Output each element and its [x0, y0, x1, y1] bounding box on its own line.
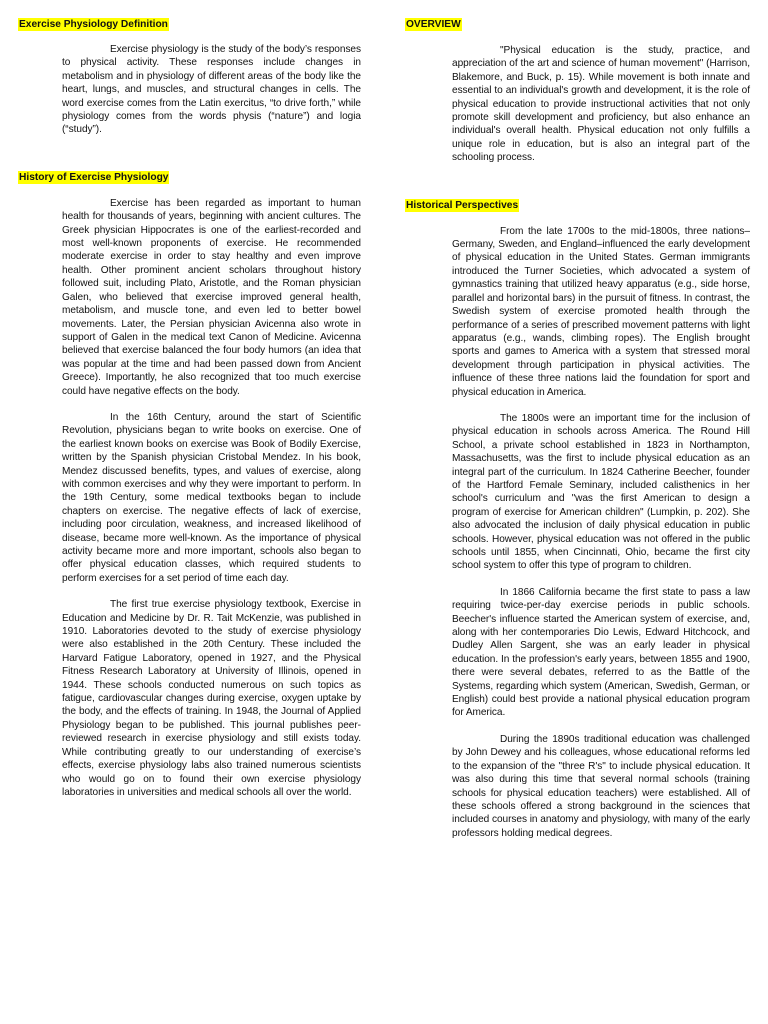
- section-heading-exercise-physiology-definition: Exercise Physiology Definition: [19, 19, 168, 30]
- paragraph: "Physical education is the study, practice, and appreciation of the art and science of human movement" (Harrison, Blakemore, and Buck, p. 15). While movement is both innate and essential to an individual's growth and development, it is the role of physical education to provide instructional activities that not only promote skill development and proficiency, but also enhance an individual's overall health. Physical education not only fulfills a unique role in education, but is also an integral part of the schooling process.: [452, 45, 750, 164]
- paragraph: The first true exercise physiology textbook, Exercise in Education and Medicine by Dr. R. Tait McKenzie, was published in 1910. Laboratories devoted to the study of exercise physiology were also established in the 20th Century. These included the Harvard Fatigue Laboratory, opened in 1927, and the Physical Fitness Research Laboratory at University of Illinois, opened in 1944. These schools conducted numerous on such topics as fatigue, cardiovascular changes during exercise, oxygen uptake by the body, and the effects of training. In 1948, the Journal of Applied Physiology began to be published. This journal publishes peer-reviewed research in exercise physiology and still exists today. While contributing greatly to our understanding of exercise’s effects, exercise physiology labs also trained numerous scientists who would go on to found their own exercise physiology laboratories in universities and medical schools all over the world.: [62, 599, 361, 798]
- section-heading-history-of-exercise-physiology: History of Exercise Physiology: [19, 171, 169, 183]
- section-heading-historical-perspectives: Historical Perspectives: [406, 199, 519, 211]
- section-heading-overview: OVERVIEW: [406, 19, 461, 30]
- paragraph: In the 16th Century, around the start of Scientific Revolution, physicians began to write books on exercise. One of the earliest known books on exercise was Book of Bodily Exercise, written by the Spanish physician Cristobal Mendez. In his book, Mendez discussed benefits, types, and values of exercise, along with common exercises and why they were important to perform. In the 19th Century, some medical textbooks began to include chapters on exercise. The negative effects of lack of exercise, including poor circulation, weakness, and increased likelihood of disease, became more well-known. As the importance of physical activity became more and more important, schools also began to offer physical education classes, which required students to perform exercises for a set period of time each day.: [62, 411, 361, 584]
- paragraph: During the 1890s traditional education was challenged by John Dewey and his colleagues, whose educational reforms led to the expansion of the "three R's" to include physical education. It was also during this time that several normal schools (training schools for physical education teachers) were established. All of these schools offered a strong background in the sciences that included courses in anatomy and physiology, with many of the early professors holding medical degrees.: [452, 733, 750, 839]
- right-column: [405, 14, 750, 840]
- paragraph: Exercise physiology is the study of the body’s responses to physical activity. These responses include changes in metabolism and in physiology of different areas of the body like the heart, lungs, and muscles, and structural changes in cells. The word exercise comes from the Latin exercitus, “to drive forth,” while physiology comes from the words physis (“nature”) and logia (“study”).: [62, 44, 361, 136]
- left-column: [18, 14, 361, 799]
- paragraph: From the late 1700s to the mid-1800s, three nations–Germany, Sweden, and England–influenced the early development of physical education in the United States. German immigrants introduced the Turner Societies, which advocated a system of gymnastics training that utilized heavy apparatus (e.g., side horse, parallel and horizontal bars) in the pursuit of fitness. In contrast, the Swedish system of exercise promoted health through the performance of a series of prescribed movement patterns with light apparatus (e.g., wands, climbing ropes). The English brought sports and games to America with a system that stressed moral development through participation in physical activities. The influence of these three nations laid the foundation for sport and physical education in America.: [452, 225, 750, 398]
- paragraph: In 1866 California became the first state to pass a law requiring twice-per-day exercise periods in public schools. Beecher's influence started the American system of exercise, and, along with her contemporaries Dio Lewis, Edward Hitchcock, and Dudley Allen Sargent, she was an early leader in physical education. In the profession's early years, between 1855 and 1900, there were several debates, referred to as the Battle of the Systems, regarding which system (American, Swedish, German, or English) could best provide a national physical education program for America.: [452, 586, 750, 719]
- paragraph: The 1800s were an important time for the inclusion of physical education in schools across America. The Round Hill School, a private school established in 1823 in Northampton, Massachusetts, was the first to include physical education as an integral part of the curriculum. In 1824 Catherine Beecher, founder of the Hartford Female Seminary, included calisthenics in her school's curriculum and "was the first American to design a program of exercise for American children" (Lumpkin, p. 202). She also advocated the inclusion of daily physical education in public schools. However, physical education was not offered in the public schools until 1855, when Cincinnati, Ohio, became the first city school system to offer this type of program to children.: [452, 412, 750, 572]
- paragraph: Exercise has been regarded as important to human health for thousands of years, beginning with ancient cultures. The Greek physician Hippocrates is one of the earliest-recorded and most well-known proponents of exercise. He recommended moderate exercise in order to stay healthy and even improve health. Other prominent ancient scholars throughout history followed suit, including Plato, Aristotle, and the Roman physician Galen, who believed that exercise improved general health, metabolism, and muscle tone, and even led to better bowel movements. Later, the Persian physician Avicenna also wrote in support of Galen in the medical text Canon of Medicine. Avicenna believed that exercise balanced the four body humors (an idea that was popular at the time and had been passed down from Ancient Greece). Importantly, he also recognized that too much exercise could have negative effects on the body.: [62, 197, 361, 397]
